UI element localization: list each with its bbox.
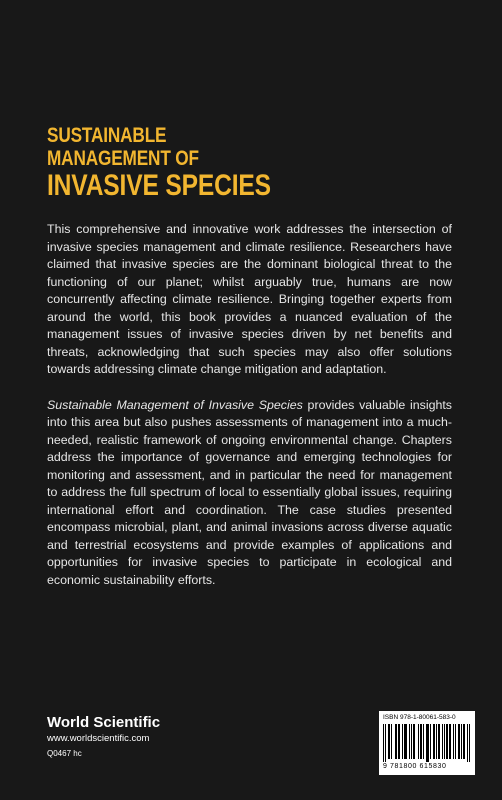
publisher-url: www.worldscientific.com [47,733,150,744]
publisher-block [47,714,160,759]
title-line-2: MANAGEMENT OF [47,147,199,170]
barcode-icon [383,724,471,762]
title-line-3: INVASIVE SPECIES [47,169,271,202]
blurb-paragraph-2-text: provides valuable insights into this area but also pushes assessments of management into a much-needed, realistic framework of ongoing environmental change. Chapters address the importance of governance and emerging technologies for monitoring and assessment, and in particular the need for management to address the full spectrum of local to essentially global issues, requiring international effort and coordination. The case studies presented encompass microbial, plant, and animal invasions across diverse aquatic and terrestrial ecosystems and provide examples of applications and opportunities for invasive species to participate in ecological and economic sustainability efforts. [47,397,452,587]
product-code: Q0467 hc [47,749,82,758]
blurb [47,221,452,607]
book-title-italic: Sustainable Management of Invasive Species [47,397,303,412]
blurb-paragraph-1: This comprehensive and innovative work addresses the intersection of invasive species management and climate resilience. Researchers have claimed that invasive species are the dominant biological threat to the functioning of our planet; whilst arguably true, humans are now concurrently affecting climate resilience. Bringing together experts from around the world, this book provides a nuanced evaluation of the management issues of invasive species driven by net benefits and threats, acknowledging that such species may also offer solutions towards addressing climate change mitigation and adaptation. [47,222,452,376]
blurb-paragraph-2 [47,397,452,590]
publisher-logo-text: World Scientific [47,714,161,731]
barcode-panel [379,711,475,775]
book-title [47,124,271,202]
title-line-1: SUSTAINABLE [47,124,167,147]
isbn-label: ISBN 978-1-80061-583-0 [383,714,456,721]
barcode-digits: 9 781800 615830 [383,763,447,770]
